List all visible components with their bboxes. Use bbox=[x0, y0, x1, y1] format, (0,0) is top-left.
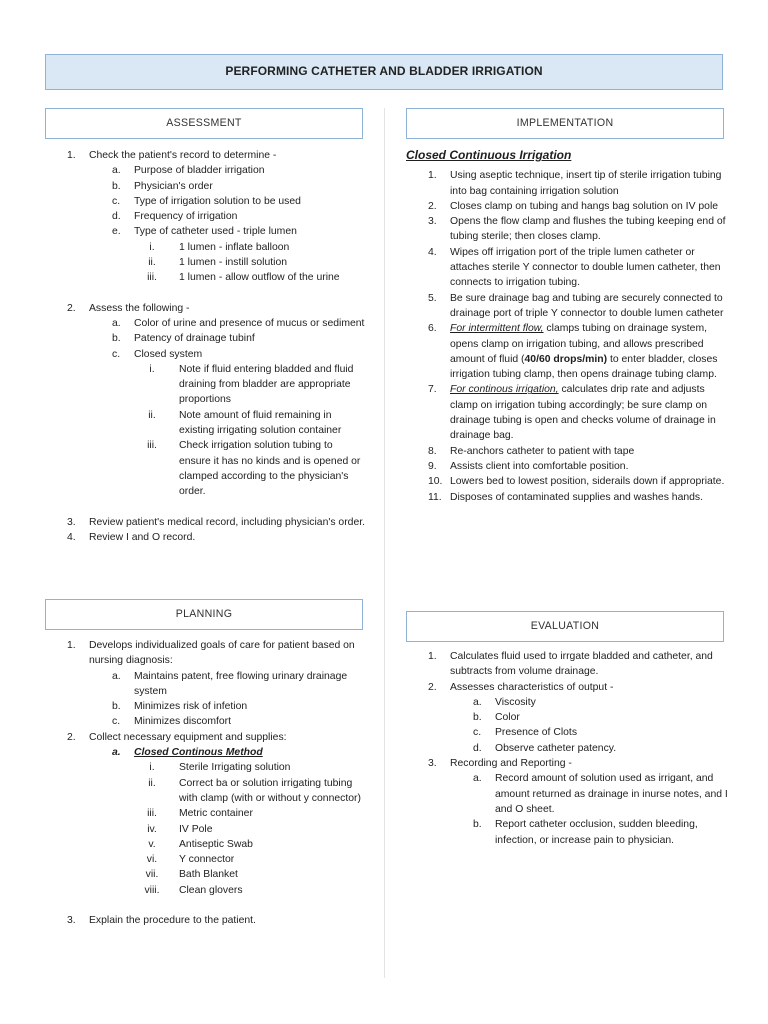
method-heading: Closed Continous Method bbox=[134, 747, 263, 759]
item-number: 3. bbox=[428, 216, 437, 228]
item-number: 2. bbox=[428, 200, 437, 212]
list-item bbox=[406, 199, 728, 214]
item-text: Be sure drainage bag and tubing are securely connected to drainage port of triple Y connector to double lumen catheter bbox=[450, 292, 724, 319]
item-number: vi. bbox=[146, 854, 158, 866]
item-number: 4. bbox=[67, 531, 76, 543]
item-text: Type of catheter used - triple lumen bbox=[134, 226, 297, 238]
item-text: Color bbox=[495, 712, 520, 724]
item-number: i. bbox=[149, 363, 155, 375]
item-text: Closes clamp on tubing and hangs bag solution on IV pole bbox=[450, 200, 719, 212]
item-number: a. bbox=[112, 317, 121, 329]
item-number: b. bbox=[112, 180, 121, 192]
item-number: c. bbox=[112, 195, 121, 207]
item-number: ii. bbox=[148, 409, 156, 421]
item-text: 1 lumen - allow outflow of the urine bbox=[179, 272, 340, 284]
item-text: Report catheter occlusion, sudden bleeding, infection, or increase pain to physician. bbox=[495, 819, 698, 846]
item-number: d. bbox=[112, 211, 121, 223]
item-text: Minimizes risk of infetion bbox=[134, 701, 248, 713]
item-text: Frequency of irrigation bbox=[134, 211, 238, 223]
item-number: ii. bbox=[148, 777, 156, 789]
item-text: Explain the procedure to the patient. bbox=[89, 915, 256, 927]
item-text: Correct ba or solution irrigating tubing with clamp (with or without y connector) bbox=[179, 777, 361, 804]
item-number: 1. bbox=[428, 170, 437, 182]
item-text: Minimizes discomfort bbox=[134, 716, 231, 728]
list-item bbox=[406, 474, 728, 489]
list-item bbox=[406, 382, 728, 443]
page-title bbox=[45, 54, 723, 90]
item-text: to enter bladder, closes irrigation tubing clamp, then opens drainage tubing clamp. bbox=[450, 353, 718, 381]
list-item bbox=[89, 194, 367, 209]
item-text: Clean glovers bbox=[179, 884, 243, 896]
list-item bbox=[406, 291, 728, 322]
planning-content bbox=[45, 638, 367, 928]
item-number: 4. bbox=[428, 246, 437, 258]
list-item bbox=[134, 362, 367, 408]
title-text: PERFORMING CATHETER AND BLADDER IRRIGATION bbox=[225, 64, 543, 79]
item-text: Sterile Irrigating solution bbox=[179, 762, 291, 774]
list-item bbox=[450, 710, 728, 725]
list-item bbox=[45, 301, 367, 500]
item-number: iv. bbox=[147, 823, 157, 835]
item-text: Review I and O record. bbox=[89, 531, 196, 543]
column-divider bbox=[384, 108, 385, 978]
item-text: 1 lumen - inflate balloon bbox=[179, 241, 290, 253]
item-text: Calculates fluid used to irrgate bladded and catheter, and subtracts from volume drainage. bbox=[450, 651, 713, 678]
item-number: 6. bbox=[428, 323, 437, 335]
item-text: Observe catheter patency. bbox=[495, 742, 617, 754]
item-number: 3. bbox=[67, 915, 76, 927]
list-item bbox=[406, 459, 728, 474]
item-text: Assess the following - bbox=[89, 302, 190, 314]
item-text: Presence of Clots bbox=[495, 727, 578, 739]
list-item bbox=[134, 822, 367, 837]
item-number: c. bbox=[112, 348, 121, 360]
list-item bbox=[89, 714, 367, 729]
item-number: 3. bbox=[67, 516, 76, 528]
item-number: 11. bbox=[428, 491, 442, 503]
list-item bbox=[45, 913, 367, 928]
item-text: Physician's order bbox=[134, 180, 213, 192]
item-number: 2. bbox=[67, 731, 76, 743]
item-number: 1. bbox=[67, 150, 76, 161]
item-text: Record amount of solution used as irrigant, and amount returned as drainage in inurse notes, and I and O sheet. bbox=[495, 773, 728, 815]
implementation-header-label: IMPLEMENTATION bbox=[516, 116, 614, 129]
list-item bbox=[134, 867, 367, 882]
item-text: Metric container bbox=[179, 808, 253, 820]
list-item bbox=[89, 224, 367, 285]
item-text: IV Pole bbox=[179, 823, 213, 835]
list-item bbox=[45, 148, 367, 286]
item-text: Assists client into comfortable position. bbox=[450, 460, 629, 472]
item-text: Wipes off irrigation port of the triple lumen catheter or attaches sterile Y connector to double lumen catheter, then connects to irrigation tubing. bbox=[450, 246, 721, 289]
item-text: Check irrigation solution tubing to ensure it has no kinds and is opened or clamped according to the physician's order. bbox=[179, 440, 361, 498]
item-text: Purpose of bladder irrigation bbox=[134, 165, 265, 177]
list-item bbox=[406, 490, 728, 505]
item-text: Patency of drainage tubinf bbox=[134, 333, 255, 345]
item-number: 9. bbox=[428, 460, 437, 472]
list-item bbox=[450, 725, 728, 740]
list-item bbox=[134, 438, 367, 499]
implementation-heading: Closed Continuous Irrigation bbox=[406, 148, 572, 162]
list-item bbox=[450, 695, 728, 710]
item-text: Antiseptic Swab bbox=[179, 838, 253, 850]
item-number: b. bbox=[473, 819, 482, 831]
item-number: b. bbox=[473, 712, 482, 724]
item-number: i. bbox=[149, 241, 155, 253]
list-item bbox=[406, 680, 728, 756]
list-item bbox=[89, 331, 367, 346]
item-text: Assesses characteristics of output - bbox=[450, 681, 614, 693]
item-number: v. bbox=[148, 838, 156, 850]
item-text: Collect necessary equipment and supplies: bbox=[89, 731, 287, 743]
item-text: Lowers bed to lowest position, siderails down if appropriate. bbox=[450, 476, 725, 488]
item-number: 3. bbox=[428, 758, 437, 770]
item-number: i. bbox=[149, 762, 155, 774]
list-item bbox=[89, 669, 367, 700]
assessment-header bbox=[45, 108, 363, 139]
list-item bbox=[45, 638, 367, 730]
item-text: Type of irrigation solution to be used bbox=[134, 195, 301, 207]
list-item bbox=[406, 245, 728, 291]
item-text: Maintains patent, free flowing urinary drainage system bbox=[134, 670, 348, 697]
drip-rate-value: 40/60 drops/min) bbox=[524, 353, 608, 365]
implementation-content bbox=[406, 148, 728, 505]
list-item bbox=[89, 316, 367, 331]
list-item bbox=[134, 760, 367, 775]
item-text: clamps tubing on drainage system, opens clamp on irrigation tubing, and allows prescribed amount of fluid ( bbox=[450, 323, 707, 365]
list-item bbox=[134, 255, 367, 270]
item-text: calculates drip rate and adjusts clamp on irrigation tubing accordingly; be sure clamp on drainage tubing is open and checks volume of drainage in drainage bag. bbox=[450, 384, 716, 442]
list-item bbox=[134, 806, 367, 821]
list-item bbox=[134, 240, 367, 255]
item-number: 8. bbox=[428, 445, 437, 457]
list-item bbox=[450, 771, 728, 817]
list-item bbox=[89, 163, 367, 178]
item-number: a. bbox=[112, 670, 121, 682]
item-number: iii. bbox=[147, 808, 157, 820]
continous-irrigation-lead: For continous irrigation, bbox=[450, 384, 559, 396]
planning-header-label: PLANNING bbox=[175, 607, 233, 620]
evaluation-header-label: EVALUATION bbox=[530, 619, 600, 632]
item-text: Color of urine and presence of mucus or sediment bbox=[134, 317, 365, 329]
list-item bbox=[89, 179, 367, 194]
item-text: Closed system bbox=[134, 348, 203, 360]
list-item bbox=[134, 837, 367, 852]
item-number: d. bbox=[473, 742, 482, 754]
item-number: e. bbox=[112, 226, 121, 238]
item-number: 5. bbox=[428, 292, 437, 304]
item-number: a. bbox=[473, 773, 482, 785]
item-text: Re-anchors catheter to patient with tape bbox=[450, 445, 635, 457]
list-item bbox=[406, 214, 728, 245]
item-text: Review patient's medical record, including physician's order. bbox=[89, 516, 365, 528]
assessment-header-label: ASSESSMENT bbox=[166, 116, 242, 129]
evaluation-header bbox=[406, 611, 724, 642]
list-item bbox=[406, 756, 728, 848]
item-number: a. bbox=[473, 696, 482, 708]
item-number: a. bbox=[112, 165, 121, 177]
list-item bbox=[134, 776, 367, 807]
list-item bbox=[89, 699, 367, 714]
list-item bbox=[406, 321, 728, 382]
intermittent-flow-lead: For intermittent flow, bbox=[450, 323, 544, 335]
list-item bbox=[134, 270, 367, 285]
item-number: c. bbox=[473, 727, 482, 739]
list-item bbox=[134, 408, 367, 439]
item-number: 10. bbox=[428, 476, 443, 488]
list-item bbox=[450, 817, 728, 848]
list-item bbox=[89, 347, 367, 500]
implementation-header bbox=[406, 108, 724, 139]
assessment-content bbox=[45, 148, 367, 545]
item-number: 7. bbox=[428, 384, 437, 396]
item-text: Using aseptic technique, insert tip of sterile irrigation tubing into bag containing irrigation solution bbox=[450, 170, 722, 197]
item-text: Bath Blanket bbox=[179, 869, 238, 881]
list-item bbox=[134, 852, 367, 867]
item-number: viii. bbox=[144, 884, 160, 896]
item-text: Develops individualized goals of care for patient based on nursing diagnosis: bbox=[89, 640, 355, 667]
item-number: 1. bbox=[428, 651, 437, 662]
item-number: a. bbox=[112, 747, 121, 759]
item-text: Note if fluid entering bladded and fluid draining from bladder are appropriate proportions bbox=[179, 363, 354, 406]
list-item bbox=[89, 745, 367, 898]
item-number: iii. bbox=[147, 440, 157, 452]
item-text: Note amount of fluid remaining in existing irrigating solution container bbox=[179, 409, 342, 437]
item-number: b. bbox=[112, 701, 121, 713]
item-number: 2. bbox=[428, 681, 437, 693]
item-text: 1 lumen - instill solution bbox=[179, 257, 287, 269]
list-item bbox=[406, 444, 728, 459]
item-number: iii. bbox=[147, 272, 157, 284]
planning-header bbox=[45, 599, 363, 630]
item-number: ii. bbox=[148, 257, 156, 269]
item-text: Recording and Reporting - bbox=[450, 758, 572, 770]
item-text: Viscosity bbox=[495, 696, 536, 708]
list-item bbox=[406, 649, 728, 680]
item-number: 1. bbox=[67, 640, 76, 651]
item-text: Y connector bbox=[179, 854, 235, 866]
item-text: Opens the flow clamp and flushes the tubing keeping end of tubing sterile; then closes clamp. bbox=[450, 216, 726, 243]
list-item bbox=[134, 883, 367, 898]
list-item bbox=[89, 209, 367, 224]
list-item bbox=[406, 168, 728, 199]
list-item bbox=[45, 530, 367, 545]
list-item bbox=[45, 515, 367, 530]
list-item bbox=[45, 730, 367, 898]
item-number: 2. bbox=[67, 302, 76, 314]
item-number: vii. bbox=[145, 869, 159, 881]
item-text: Check the patient's record to determine - bbox=[89, 150, 277, 161]
item-number: b. bbox=[112, 333, 121, 345]
item-text: Disposes of contaminated supplies and washes hands. bbox=[450, 491, 703, 503]
item-number: c. bbox=[112, 716, 121, 728]
evaluation-content bbox=[406, 649, 728, 848]
list-item bbox=[450, 741, 728, 756]
